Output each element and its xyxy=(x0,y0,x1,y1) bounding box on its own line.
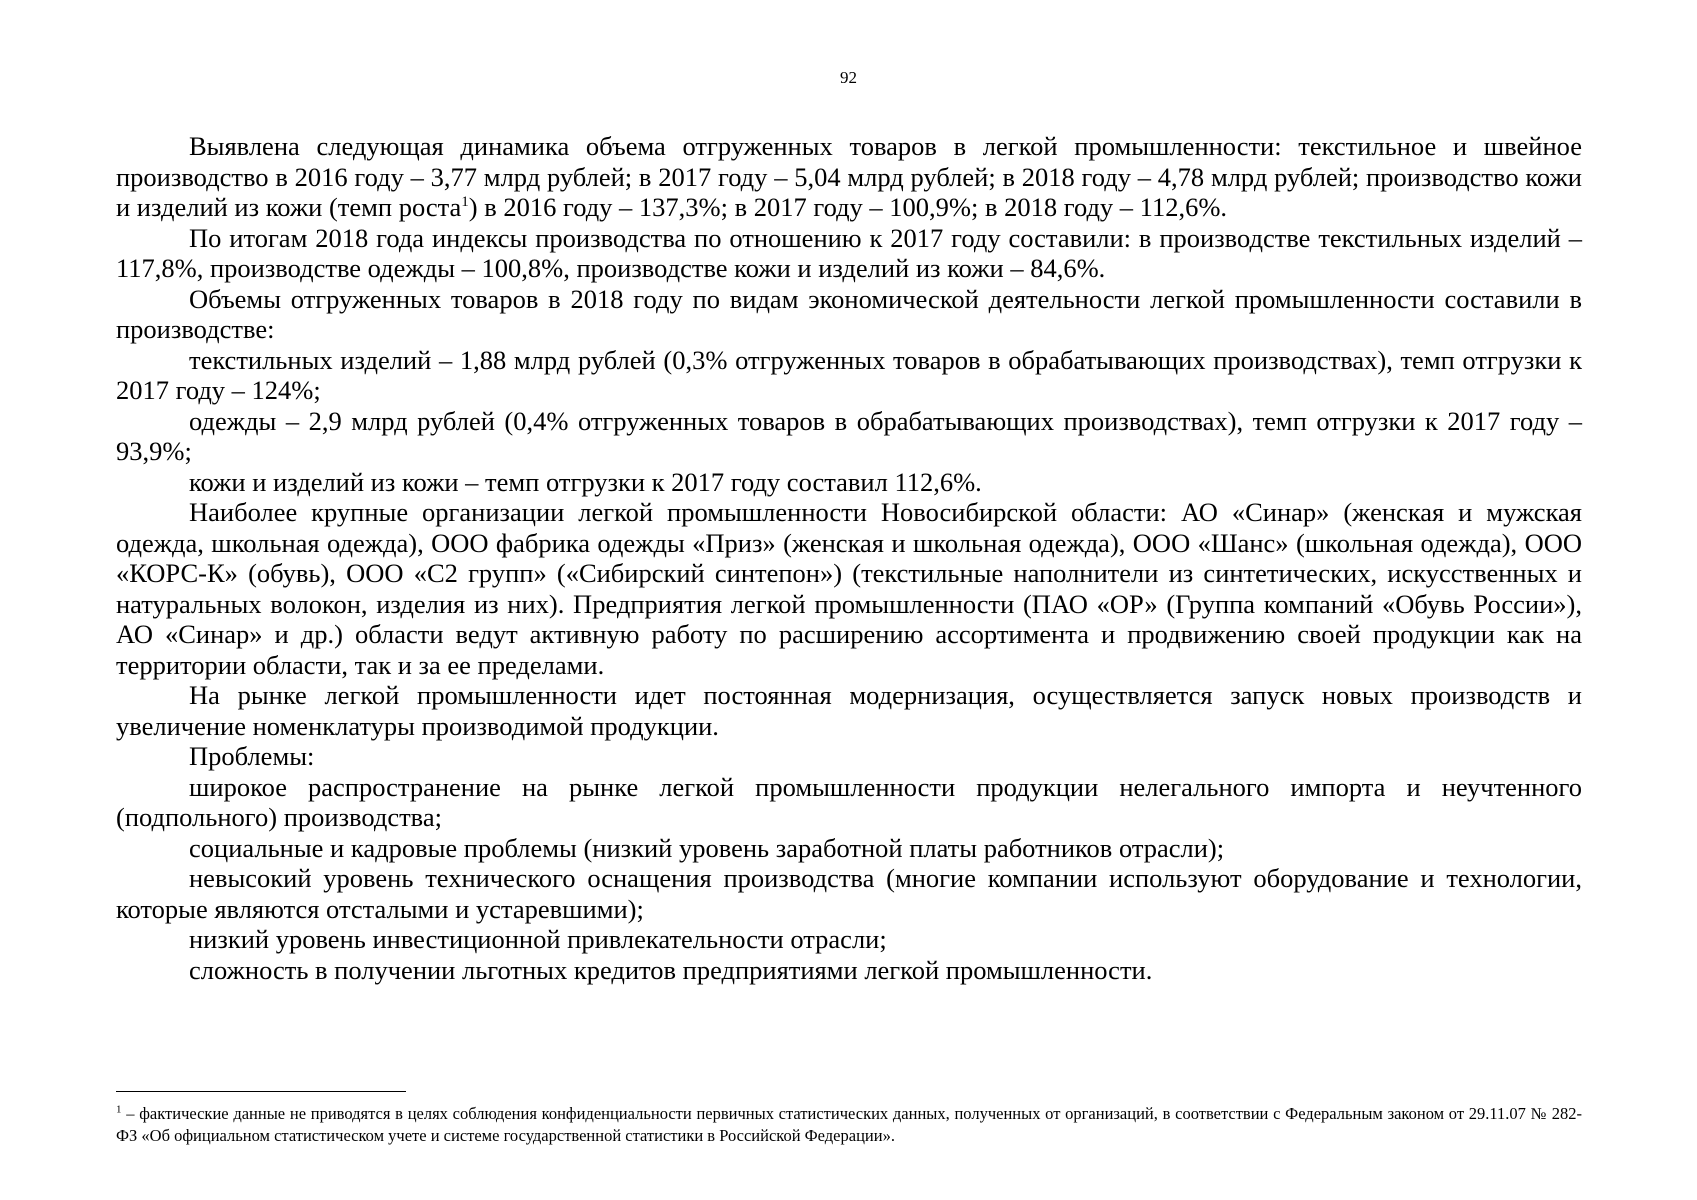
problem-item-social-staffing: социальные и кадровые проблемы (низкий уровень заработной платы работников отрасли); xyxy=(189,832,1225,863)
paragraph-production-indices: По итогам 2018 года индексы производства по отношению к 2017 году составили: в производстве текстильных изделий – 117,8%, производстве одежды – 100,8%, производстве кожи и изделий из кожи – 84,6%. xyxy=(116,222,1582,283)
paragraph-major-organizations: Наиболее крупные организации легкой промышленности Новосибирской области: АО «Синар» (женская и мужская одежда, школьная одежда), ООО фабрика одежды «Приз» (женская и школьная одежда), ООО «Шанс» (школьная одежда), ООО «КОРС-К» (обувь), ООО «С2 групп» («Сибирский синтепон») (текстильные наполнители из синтетических, искусственных и натуральных волокон, изделия из них). Предприятия легкой промышленности (ПАО «ОР» (Группа компаний «Обувь России»), АО «Синар» и др.) области ведут активную работу по расширению ассортимента и продвижению своей продукции как на территории области, так и за ее пределами. xyxy=(116,497,1582,680)
footnote-separator xyxy=(116,1091,406,1092)
footnote-reference: 1 xyxy=(461,194,469,211)
intro-text-start: Выявлена следующая динамика объема отгруженных товаров в легкой промышленности: текстильное и швейное производство в 2016 году – 3,77 млрд рублей; в 2017 году – 5,04 млрд рублей; в 2018 году – 4,78 млрд рублей; производство кожи и изделий из кожи (темп роста xyxy=(116,131,1582,222)
footnote-marker: 1 xyxy=(116,1103,122,1116)
problems-heading: Проблемы: xyxy=(189,741,315,771)
list-item-textiles: текстильных изделий – 1,88 млрд рублей (0,3% отгруженных товаров в обрабатывающих производствах), темп отгрузки к 2017 году – 124%; xyxy=(116,344,1582,405)
footnote-text: – фактические данные не приводятся в целях соблюдения конфиденциальности первичных статистических данных, полученных от организаций, в соответствии с Федеральным законом от 29.11.07 № 282-ФЗ «Об официальном статистическом учете и системе государственной статистики в Российской Федерации». xyxy=(116,1104,1582,1145)
paragraph-shipment-volumes: Объемы отгруженных товаров в 2018 году по видам экономической деятельности легкой промышленности составили в производстве: xyxy=(116,283,1582,344)
problem-item-credit-access: сложность в получении льготных кредитов предприятиями легкой промышленности. xyxy=(189,954,1153,985)
list-item-leather: кожи и изделий из кожи – темп отгрузки к 2017 году составил 112,6%. xyxy=(189,466,982,497)
list-item-clothing: одежды – 2,9 млрд рублей (0,4% отгруженных товаров в обрабатывающих производствах), темп отгрузки к 2017 году – 93,9%; xyxy=(116,405,1582,466)
problem-item-illegal-import: широкое распространение на рынке легкой промышленности продукции нелегального импорта и неучтенного (подпольного) производства; xyxy=(116,771,1582,832)
footnote xyxy=(116,1103,1582,1147)
problem-item-investment: низкий уровень инвестиционной привлекательности отрасли; xyxy=(189,924,887,954)
paragraph-modernization: На рынке легкой промышленности идет постоянная модернизация, осуществляется запуск новых производств и увеличение номенклатуры производимой продукции. xyxy=(116,680,1582,741)
intro-text-end: ) в 2016 году – 137,3%; в 2017 году – 100,9%; в 2018 году – 112,6%. xyxy=(468,192,1228,222)
page-number: 92 xyxy=(840,68,857,87)
problem-item-technical-equipment: невысокий уровень технического оснащения производства (многие компании используют оборудование и технологии, которые являются отсталыми и устаревшими); xyxy=(116,863,1582,924)
body-text xyxy=(116,131,1582,985)
paragraph-intro xyxy=(116,131,1582,223)
